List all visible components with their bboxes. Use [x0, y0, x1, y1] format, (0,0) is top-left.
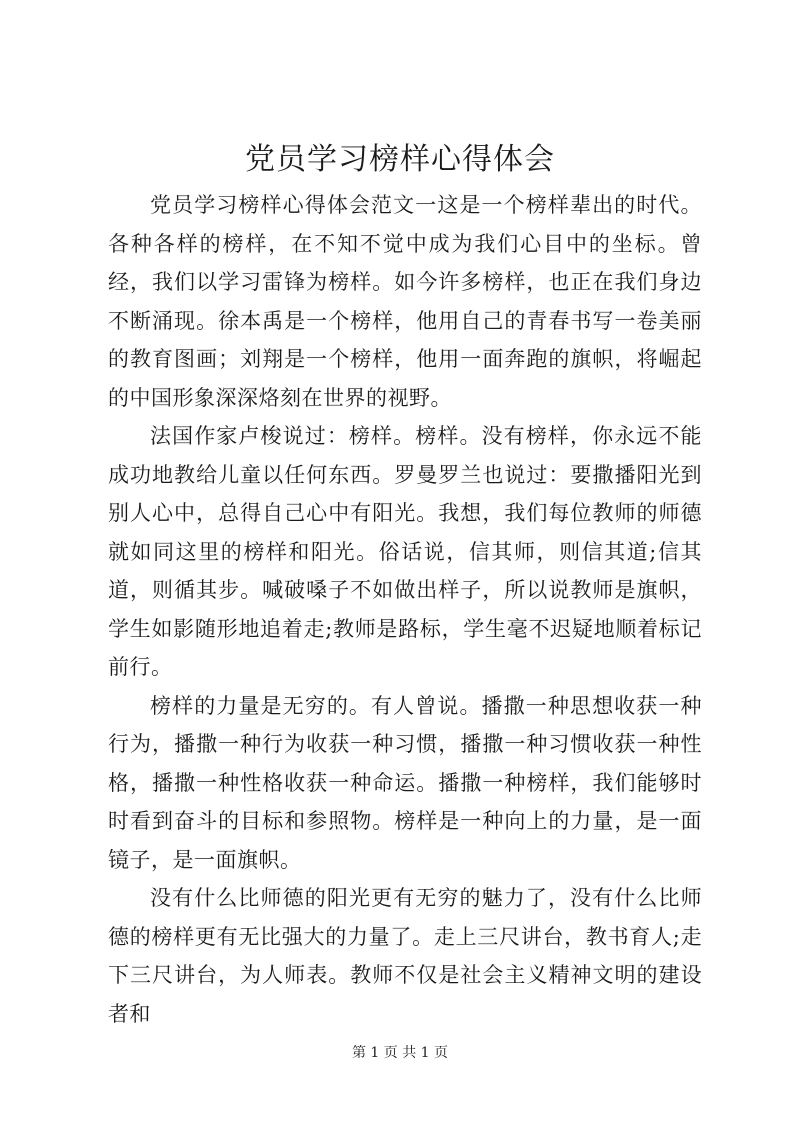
paragraph-2: 法国作家卢梭说过：榜样。榜样。没有榜样，你永远不能成功地教给儿童以任何东西。罗曼罗兰也说过：要撒播阳光到别人心中，总得自己心中有阳光。我想，我们每位教师的师德就如同这里的榜样和阳光。俗话说，信其师，则信其道;信其道，则循其步。喊破嗓子不如做出样子，所以说教师是旗帜，学生如影随形地追着走;教师是路标，学生毫不迟疑地顺着标记前行。: [108, 424, 702, 679]
paragraph-1: 党员学习榜样心得体会范文一这是一个榜样辈出的时代。各种各样的榜样，在不知不觉中成为我们心目中的坐标。曾经，我们以学习雷锋为榜样。如今许多榜样，也正在我们身边不断涌现。徐本禹是一个榜样，他用自己的青春书写一卷美丽的教育图画；刘翔是一个榜样，他用一面奔跑的旗帜，将崛起的中国形象深深烙刻在世界的视野。: [108, 193, 702, 410]
paragraph-4: 没有什么比师德的阳光更有无穷的魅力了，没有什么比师德的榜样更有无比强大的力量了。走上三尺讲台，教书育人;走下三尺讲台，为人师表。教师不仅是社会主义精神文明的建设者和: [108, 886, 702, 1026]
document-body: [108, 186, 702, 1033]
paragraph-3: 榜样的力量是无穷的。有人曾说。播撒一种思想收获一种行为，播撒一种行为收获一种习惯，播撒一种习惯收获一种性格，播撒一种性格收获一种命运。播撒一种榜样，我们能够时时看到奋斗的目标和参照物。榜样是一种向上的力量，是一面镜子，是一面旗帜。: [108, 693, 702, 872]
document-title: 党员学习榜样心得体会: [245, 142, 555, 177]
page-number-footer: 第 1 页 共 1 页: [351, 1045, 449, 1061]
